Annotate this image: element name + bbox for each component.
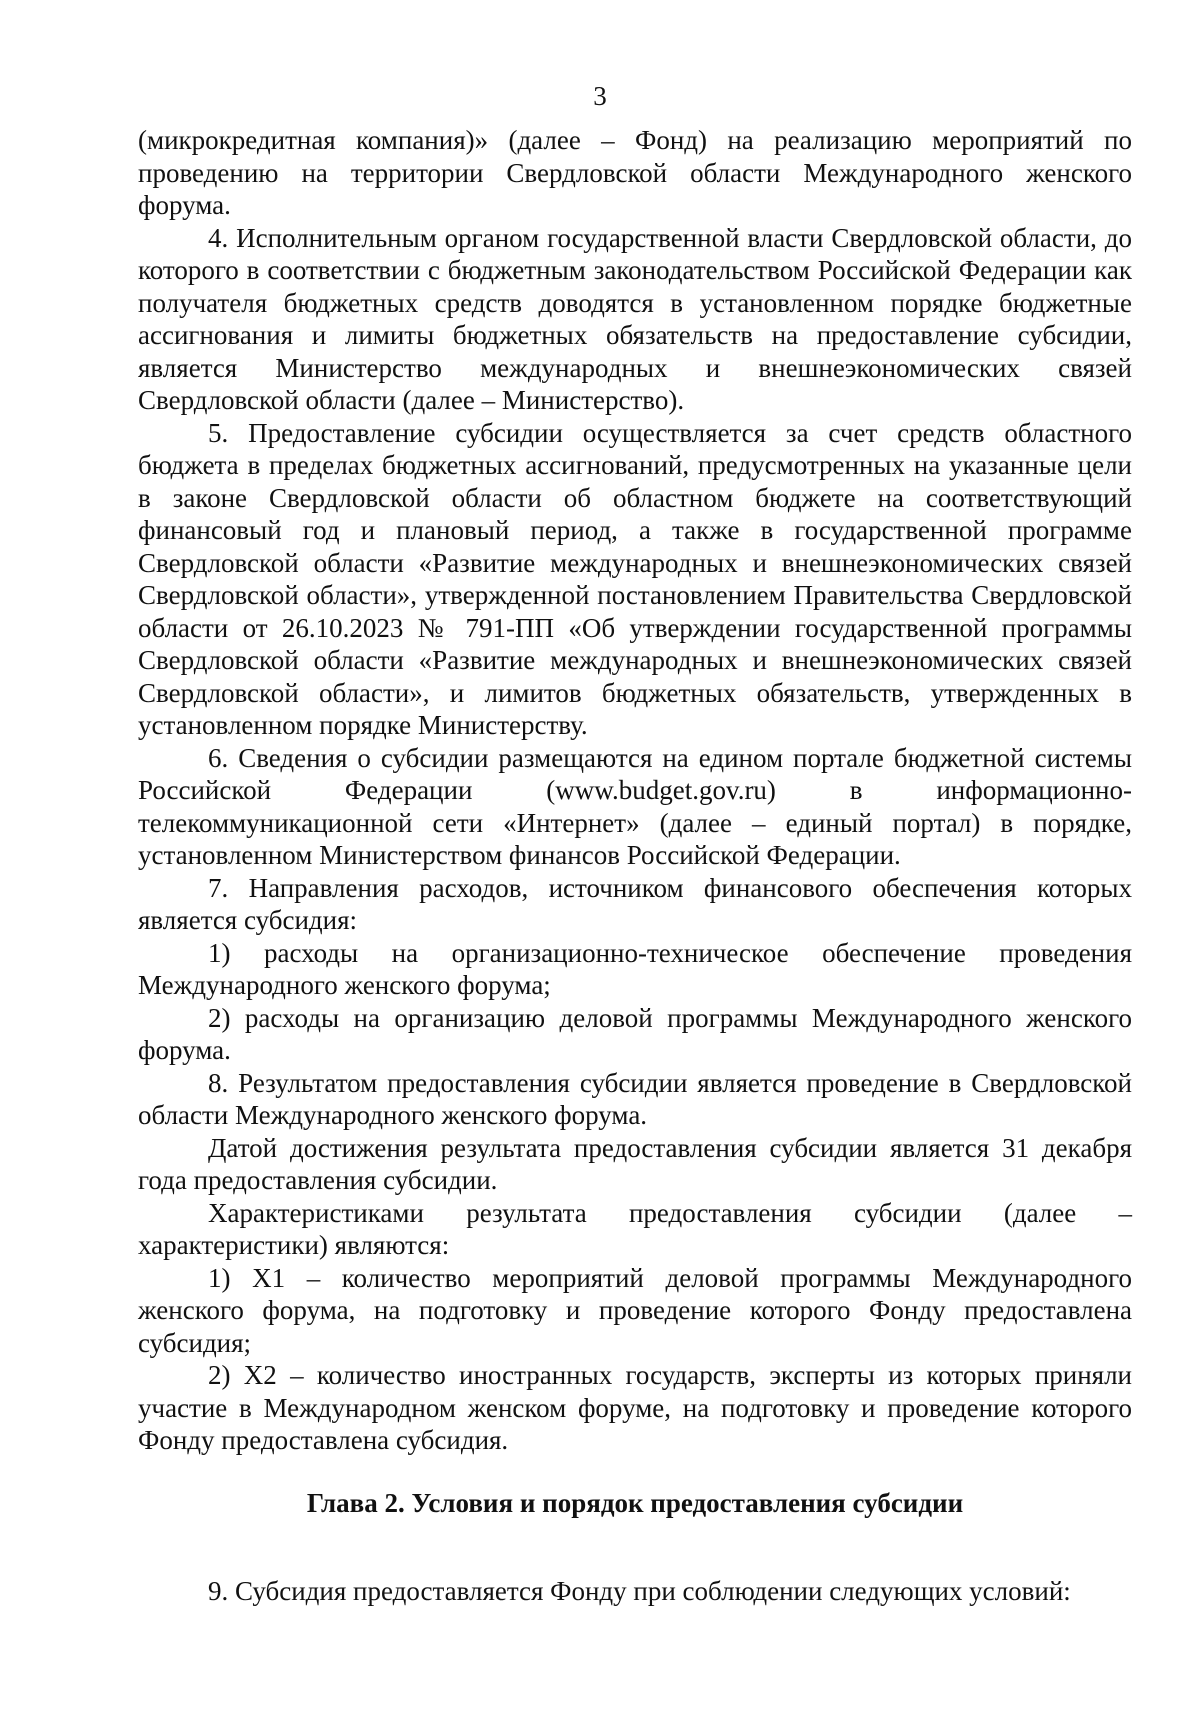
chapter-heading: Глава 2. Условия и порядок предоставления субсидии [306, 1488, 964, 1518]
paragraph-continuation: (микрокредитная компания)» (далее – Фонд) на реализацию мероприятий по проведению на территории Свердловской области Международного женского форума. [138, 125, 1132, 220]
paragraph-5: 5. Предоставление субсидии осуществляется за счет средств областного бюджета в пределах бюджетных ассигнований, предусмотренных на указанные цели в законе Свердловской области об областном бюджете на соответствующий финансовый год и плановый период, а также в государственной программе Свердловской области «Развитие международных и внешнеэкономических связей Свердловской области», утвержденной постановлением Правительства Свердловской области от 26.10.2023 № 791-ПП «Об утверждении государственной программы Свердловской области «Развитие международных и внешнеэкономических связей Свердловской области», и лимитов бюджетных обязательств, утвержденных в установленном порядке Министерству. [138, 417, 1132, 740]
paragraph-8-characteristics: Характеристиками результата предоставления субсидии (далее – характеристики) являются: [138, 1197, 1132, 1260]
document-body [138, 124, 1132, 1457]
paragraph-8-date: Датой достижения результата предоставления субсидии является 31 декабря года предоставления субсидии. [138, 1132, 1132, 1195]
paragraph-7: 7. Направления расходов, источником финансового обеспечения которых является субсидия: [138, 872, 1132, 935]
paragraph-8-item-2: 2) Х2 – количество иностранных государств, эксперты из которых приняли участие в Международном женском форуме, на подготовку и проведение которого Фонду предоставлена субсидия. [138, 1360, 1132, 1455]
paragraph-7-item-1: 1) расходы на организационно-техническое обеспечение проведения Международного женского форума; [138, 937, 1132, 1000]
paragraph-6: 6. Сведения о субсидии размещаются на едином портале бюджетной системы Российской Федерации (www.budget.gov.ru) в информационно-телекоммуникационной сети «Интернет» (далее – единый портал) в порядке, установленном Министерством финансов Российской Федерации. [138, 742, 1132, 870]
paragraph-8: 8. Результатом предоставления субсидии является проведение в Свердловской области Международного женского форума. [138, 1067, 1132, 1130]
paragraph-9: 9. Субсидия предоставляется Фонду при соблюдении следующих условий: [208, 1576, 1071, 1606]
page-number: 3 [593, 81, 607, 111]
paragraph-8-item-1: 1) Х1 – количество мероприятий деловой программы Международного женского форума, на подготовку и проведение которого Фонду предоставлена субсидия; [138, 1262, 1132, 1358]
paragraph-4: 4. Исполнительным органом государственной власти Свердловской области, до которого в соответствии с бюджетным законодательством Российской Федерации как получателя бюджетных средств доводятся в установленном порядке бюджетные ассигнования и лимиты бюджетных обязательств на предоставление субсидии, является Министерство международных и внешнеэкономических связей Свердловской области (далее – Министерство). [138, 222, 1132, 415]
paragraph-7-item-2: 2) расходы на организацию деловой программы Международного женского форума. [138, 1002, 1132, 1065]
